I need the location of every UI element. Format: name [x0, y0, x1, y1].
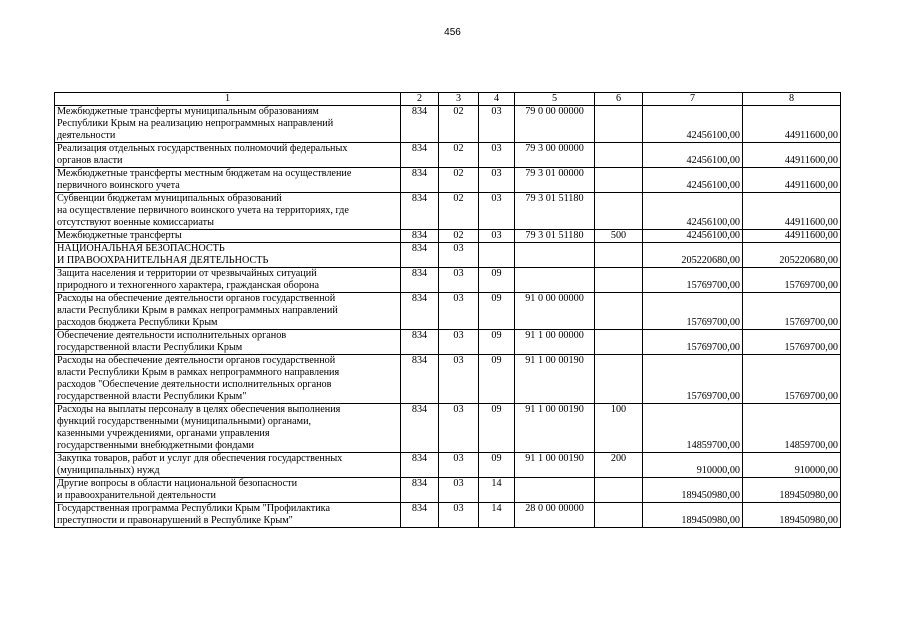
table-row — [55, 503, 841, 528]
page-number: 456 — [444, 27, 461, 38]
row-amount-year2: 44911600,00 — [743, 143, 841, 168]
row-amount-year2: 15769700,00 — [743, 330, 841, 355]
row-grbs-code: 834 — [401, 193, 439, 230]
table-row — [55, 293, 841, 330]
row-subsection-code: 03 — [479, 143, 515, 168]
budget-table — [54, 92, 841, 528]
row-target-article — [515, 478, 595, 503]
row-amount-year1: 42456100,00 — [643, 193, 743, 230]
row-amount-year1: 42456100,00 — [643, 143, 743, 168]
header-cell: 8 — [743, 93, 841, 106]
row-amount-year2: 44911600,00 — [743, 168, 841, 193]
row-subsection-code: 09 — [479, 330, 515, 355]
row-amount-year1: 15769700,00 — [643, 293, 743, 330]
row-subsection-code: 09 — [479, 453, 515, 478]
row-name — [55, 293, 401, 330]
row-section-code: 03 — [439, 355, 479, 404]
row-amount-year1: 42456100,00 — [643, 230, 743, 243]
row-grbs-code: 834 — [401, 168, 439, 193]
row-grbs-code: 834 — [401, 268, 439, 293]
row-amount-year2: 205220680,00 — [743, 243, 841, 268]
row-name — [55, 143, 401, 168]
row-expense-type — [595, 293, 643, 330]
row-expense-type — [595, 330, 643, 355]
row-target-article: 91 1 00 00190 — [515, 355, 595, 404]
row-amount-year1: 205220680,00 — [643, 243, 743, 268]
row-name-text: Расходы на выплаты персоналу в целях обеспечения выполнения функций государственными (муниципальными) органами, казенными учреждениями, органами управления государственными внебюджетными фондами — [57, 404, 341, 451]
row-amount-year1: 189450980,00 — [643, 478, 743, 503]
row-target-article — [515, 243, 595, 268]
row-target-article: 79 3 01 00000 — [515, 168, 595, 193]
row-target-article — [515, 268, 595, 293]
row-name-text: Расходы на обеспечение деятельности органов государственной власти Республики Крым в рамках непрограммного направления расходов "Обеспечение деятельности исполнительных органов государственной власти Республики Крым" — [57, 355, 340, 402]
table-row — [55, 230, 841, 243]
row-amount-year1: 15769700,00 — [643, 330, 743, 355]
row-expense-type — [595, 478, 643, 503]
row-name-text: Закупка товаров, работ и услуг для обеспечения государственных (муниципальных) нужд — [57, 453, 343, 476]
header-cell: 2 — [401, 93, 439, 106]
row-target-article: 91 0 00 00000 — [515, 293, 595, 330]
row-name — [55, 404, 401, 453]
table-row — [55, 143, 841, 168]
row-grbs-code: 834 — [401, 453, 439, 478]
row-amount-year2: 44911600,00 — [743, 106, 841, 143]
row-target-article: 79 3 01 51180 — [515, 230, 595, 243]
row-name — [55, 243, 401, 268]
row-grbs-code: 834 — [401, 230, 439, 243]
table-row — [55, 106, 841, 143]
row-name — [55, 330, 401, 355]
row-amount-year2: 15769700,00 — [743, 293, 841, 330]
row-target-article: 91 1 00 00190 — [515, 453, 595, 478]
row-section-code: 03 — [439, 243, 479, 268]
row-amount-year2: 44911600,00 — [743, 230, 841, 243]
row-section-code: 03 — [439, 478, 479, 503]
row-grbs-code: 834 — [401, 143, 439, 168]
row-target-article: 79 3 01 51180 — [515, 193, 595, 230]
row-name — [55, 168, 401, 193]
row-subsection-code: 14 — [479, 503, 515, 528]
row-target-article: 28 0 00 00000 — [515, 503, 595, 528]
header-cell: 6 — [595, 93, 643, 106]
row-section-code: 03 — [439, 404, 479, 453]
row-name — [55, 478, 401, 503]
row-amount-year2: 189450980,00 — [743, 478, 841, 503]
header-cell: 7 — [643, 93, 743, 106]
row-expense-type — [595, 143, 643, 168]
row-name-text: НАЦИОНАЛЬНАЯ БЕЗОПАСНОСТЬ И ПРАВООХРАНИТЕЛЬНАЯ ДЕЯТЕЛЬНОСТЬ — [57, 243, 269, 266]
row-name-text: Другие вопросы в области национальной безопасности и правоохранительной деятельности — [57, 478, 298, 501]
row-name-text: Реализация отдельных государственных полномочий федеральных органов власти — [57, 143, 348, 166]
row-target-article: 91 1 00 00000 — [515, 330, 595, 355]
row-name — [55, 230, 401, 243]
row-name — [55, 355, 401, 404]
row-amount-year1: 42456100,00 — [643, 106, 743, 143]
row-expense-type — [595, 168, 643, 193]
row-subsection-code: 09 — [479, 293, 515, 330]
table-header-row — [55, 93, 841, 106]
row-name-text: Межбюджетные трансферты местным бюджетам на осуществление первичного воинского учета — [57, 168, 352, 191]
row-section-code: 02 — [439, 143, 479, 168]
row-section-code: 02 — [439, 230, 479, 243]
row-name-text: Субвенции бюджетам муниципальных образований на осуществление первичного воинского учета на территориях, где отсутствуют военные комиссариаты — [57, 193, 349, 228]
row-grbs-code: 834 — [401, 478, 439, 503]
row-subsection-code: 14 — [479, 478, 515, 503]
row-amount-year2: 15769700,00 — [743, 268, 841, 293]
row-subsection-code: 03 — [479, 168, 515, 193]
row-target-article: 79 0 00 00000 — [515, 106, 595, 143]
row-expense-type: 200 — [595, 453, 643, 478]
header-cell: 3 — [439, 93, 479, 106]
row-section-code: 03 — [439, 453, 479, 478]
table-row — [55, 355, 841, 404]
row-name-text: Межбюджетные трансферты муниципальным образованиям Республики Крым на реализацию непрограммных направлений деятельности — [57, 106, 334, 141]
row-grbs-code: 834 — [401, 503, 439, 528]
row-name-text: Расходы на обеспечение деятельности органов государственной власти Республики Крым в рамках непрограммных направлений расходов бюджета Республики Крым — [57, 293, 338, 328]
row-amount-year2: 189450980,00 — [743, 503, 841, 528]
row-subsection-code — [479, 243, 515, 268]
table-row — [55, 243, 841, 268]
table-row — [55, 478, 841, 503]
row-amount-year2: 14859700,00 — [743, 404, 841, 453]
row-target-article: 79 3 00 00000 — [515, 143, 595, 168]
row-subsection-code: 03 — [479, 193, 515, 230]
row-expense-type: 500 — [595, 230, 643, 243]
row-name — [55, 106, 401, 143]
row-amount-year1: 42456100,00 — [643, 168, 743, 193]
header-cell: 4 — [479, 93, 515, 106]
row-name — [55, 503, 401, 528]
row-expense-type — [595, 193, 643, 230]
row-grbs-code: 834 — [401, 106, 439, 143]
row-section-code: 02 — [439, 106, 479, 143]
table-row — [55, 193, 841, 230]
header-cell: 1 — [55, 93, 401, 106]
row-name-text: Государственная программа Республики Крым "Профилактика преступности и правонарушений в Республике Крым" — [57, 503, 330, 526]
row-grbs-code: 834 — [401, 330, 439, 355]
row-name — [55, 193, 401, 230]
table-row — [55, 404, 841, 453]
row-section-code: 03 — [439, 503, 479, 528]
row-expense-type — [595, 268, 643, 293]
row-subsection-code: 09 — [479, 355, 515, 404]
table-row — [55, 168, 841, 193]
row-subsection-code: 09 — [479, 268, 515, 293]
row-amount-year1: 910000,00 — [643, 453, 743, 478]
row-name-text: Защита населения и территории от чрезвычайных ситуаций природного и техногенного характера, гражданская оборона — [57, 268, 319, 291]
row-amount-year2: 15769700,00 — [743, 355, 841, 404]
row-subsection-code: 09 — [479, 404, 515, 453]
row-amount-year1: 15769700,00 — [643, 355, 743, 404]
row-section-code: 03 — [439, 330, 479, 355]
table-row — [55, 268, 841, 293]
row-amount-year2: 910000,00 — [743, 453, 841, 478]
row-name — [55, 268, 401, 293]
row-name-text: Межбюджетные трансферты — [57, 230, 182, 241]
row-expense-type — [595, 243, 643, 268]
header-cell: 5 — [515, 93, 595, 106]
row-section-code: 02 — [439, 168, 479, 193]
row-expense-type — [595, 355, 643, 404]
row-grbs-code: 834 — [401, 243, 439, 268]
row-grbs-code: 834 — [401, 355, 439, 404]
row-name — [55, 453, 401, 478]
row-subsection-code: 03 — [479, 106, 515, 143]
row-amount-year2: 44911600,00 — [743, 193, 841, 230]
row-expense-type: 100 — [595, 404, 643, 453]
row-amount-year1: 189450980,00 — [643, 503, 743, 528]
row-grbs-code: 834 — [401, 404, 439, 453]
row-subsection-code: 03 — [479, 230, 515, 243]
row-grbs-code: 834 — [401, 293, 439, 330]
row-section-code: 02 — [439, 193, 479, 230]
row-expense-type — [595, 503, 643, 528]
row-expense-type — [595, 106, 643, 143]
row-name-text: Обеспечение деятельности исполнительных органов государственной власти Республики Крым — [57, 330, 287, 353]
row-section-code: 03 — [439, 293, 479, 330]
table-row — [55, 330, 841, 355]
row-target-article: 91 1 00 00190 — [515, 404, 595, 453]
row-section-code: 03 — [439, 268, 479, 293]
row-amount-year1: 15769700,00 — [643, 268, 743, 293]
row-amount-year1: 14859700,00 — [643, 404, 743, 453]
table-row — [55, 453, 841, 478]
